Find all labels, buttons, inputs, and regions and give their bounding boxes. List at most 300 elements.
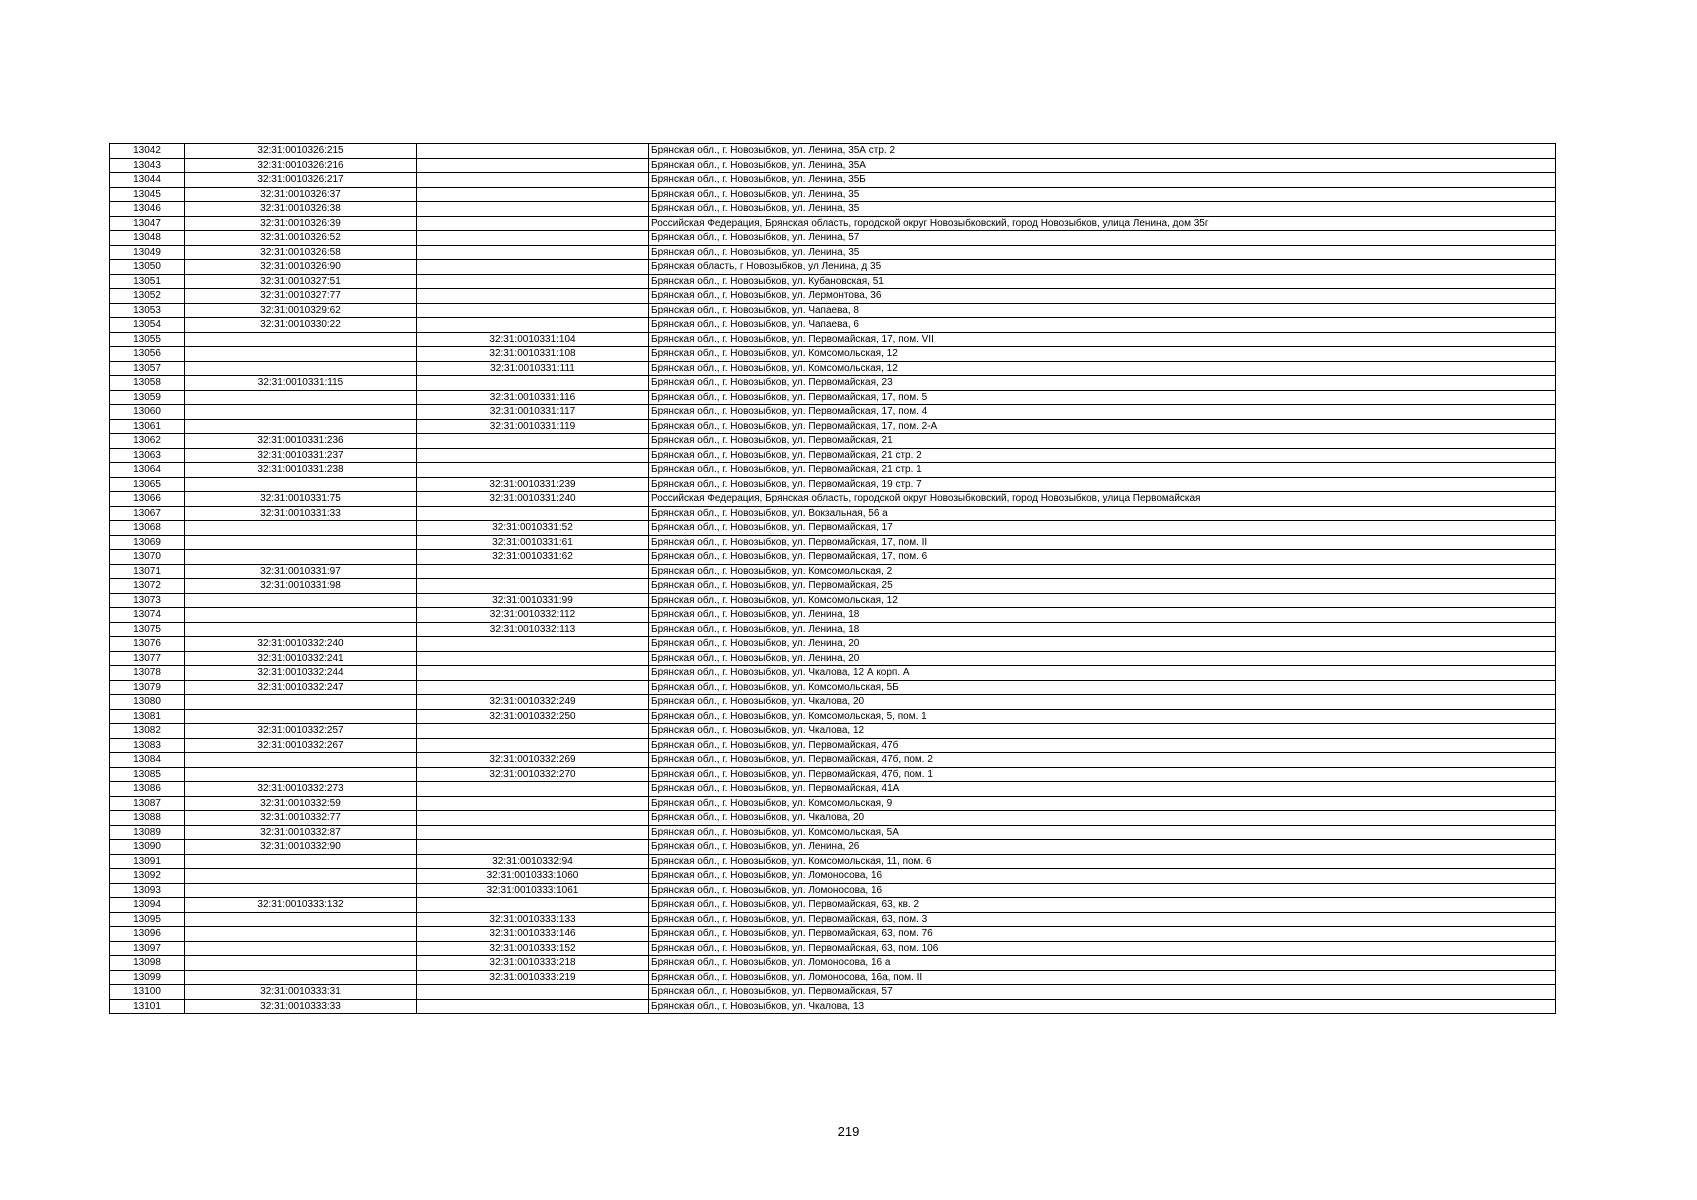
table-row <box>110 767 1556 782</box>
building-cadastral-number-cell <box>417 303 649 318</box>
table-row <box>110 579 1556 594</box>
land-cadastral-number-cell <box>185 477 417 492</box>
land-cadastral-number-cell <box>185 521 417 536</box>
building-cadastral-number-cell: 32:31:0010333:218 <box>417 956 649 971</box>
land-cadastral-number-cell <box>185 535 417 550</box>
row-number-cell: 13085 <box>110 767 185 782</box>
row-number-cell: 13072 <box>110 579 185 594</box>
address-cell: Брянская обл., г. Новозыбков, ул. Первомайская, 17 <box>649 521 1556 536</box>
address-cell: Брянская обл., г. Новозыбков, ул. Первомайская, 21 <box>649 434 1556 449</box>
table-row <box>110 637 1556 652</box>
table-row <box>110 506 1556 521</box>
table-row <box>110 448 1556 463</box>
building-cadastral-number-cell <box>417 811 649 826</box>
building-cadastral-number-cell <box>417 173 649 188</box>
building-cadastral-number-cell <box>417 245 649 260</box>
address-cell: Брянская обл., г. Новозыбков, ул. Комсомольская, 5Б <box>649 680 1556 695</box>
address-cell: Брянская обл., г. Новозыбков, ул. Чапаева, 6 <box>649 318 1556 333</box>
building-cadastral-number-cell <box>417 651 649 666</box>
building-cadastral-number-cell <box>417 318 649 333</box>
address-cell: Брянская обл., г. Новозыбков, ул. Комсомольская, 5А <box>649 825 1556 840</box>
building-cadastral-number-cell <box>417 463 649 478</box>
address-cell: Брянская обл., г. Новозыбков, ул. Ленина, 35 <box>649 245 1556 260</box>
building-cadastral-number-cell: 32:31:0010332:270 <box>417 767 649 782</box>
building-cadastral-number-cell <box>417 999 649 1014</box>
land-cadastral-number-cell <box>185 622 417 637</box>
land-cadastral-number-cell <box>185 883 417 898</box>
address-cell: Брянская обл., г. Новозыбков, ул. Первомайская, 57 <box>649 985 1556 1000</box>
address-cell: Брянская обл., г. Новозыбков, ул. Ломоносова, 16 <box>649 883 1556 898</box>
row-number-cell: 13076 <box>110 637 185 652</box>
row-number-cell: 13078 <box>110 666 185 681</box>
table-row <box>110 187 1556 202</box>
row-number-cell: 13060 <box>110 405 185 420</box>
land-cadastral-number-cell <box>185 593 417 608</box>
table-row <box>110 144 1556 159</box>
table-row <box>110 158 1556 173</box>
land-cadastral-number-cell: 32:31:0010330:22 <box>185 318 417 333</box>
row-number-cell: 13057 <box>110 361 185 376</box>
address-cell: Брянская обл., г. Новозыбков, ул. Кубановская, 51 <box>649 274 1556 289</box>
row-number-cell: 13061 <box>110 419 185 434</box>
row-number-cell: 13073 <box>110 593 185 608</box>
address-cell: Брянская обл., г. Новозыбков, ул. Комсомольская, 12 <box>649 361 1556 376</box>
land-cadastral-number-cell: 32:31:0010326:37 <box>185 187 417 202</box>
land-cadastral-number-cell: 32:31:0010326:39 <box>185 216 417 231</box>
address-cell: Брянская обл., г. Новозыбков, ул. Первомайская, 47б <box>649 738 1556 753</box>
land-cadastral-number-cell <box>185 550 417 565</box>
row-number-cell: 13099 <box>110 970 185 985</box>
row-number-cell: 13095 <box>110 912 185 927</box>
land-cadastral-number-cell <box>185 927 417 942</box>
building-cadastral-number-cell: 32:31:0010331:62 <box>417 550 649 565</box>
row-number-cell: 13100 <box>110 985 185 1000</box>
address-cell: Брянская обл., г. Новозыбков, ул. Ленина, 20 <box>649 651 1556 666</box>
table-row <box>110 956 1556 971</box>
table-row <box>110 535 1556 550</box>
building-cadastral-number-cell: 32:31:0010331:61 <box>417 535 649 550</box>
building-cadastral-number-cell <box>417 144 649 159</box>
table-row <box>110 854 1556 869</box>
table-row <box>110 651 1556 666</box>
table-row <box>110 724 1556 739</box>
land-cadastral-number-cell: 32:31:0010332:267 <box>185 738 417 753</box>
address-cell: Брянская обл., г. Новозыбков, ул. Первомайская, 17, пом. 6 <box>649 550 1556 565</box>
row-number-cell: 13064 <box>110 463 185 478</box>
table-row <box>110 332 1556 347</box>
row-number-cell: 13045 <box>110 187 185 202</box>
address-cell: Брянская обл., г. Новозыбков, ул. Ленина, 35 <box>649 202 1556 217</box>
row-number-cell: 13074 <box>110 608 185 623</box>
table-row <box>110 376 1556 391</box>
land-cadastral-number-cell: 32:31:0010332:244 <box>185 666 417 681</box>
address-cell: Брянская обл., г. Новозыбков, ул. Ленина, 26 <box>649 840 1556 855</box>
table-row <box>110 593 1556 608</box>
building-cadastral-number-cell: 32:31:0010333:219 <box>417 970 649 985</box>
address-cell: Брянская обл., г. Новозыбков, ул. Ленина, 57 <box>649 231 1556 246</box>
building-cadastral-number-cell <box>417 274 649 289</box>
land-cadastral-number-cell: 32:31:0010331:97 <box>185 564 417 579</box>
land-cadastral-number-cell: 32:31:0010331:98 <box>185 579 417 594</box>
building-cadastral-number-cell <box>417 985 649 1000</box>
table-row <box>110 622 1556 637</box>
table-row <box>110 173 1556 188</box>
address-cell: Брянская обл., г. Новозыбков, ул. Первомайская, 63, пом. 3 <box>649 912 1556 927</box>
land-cadastral-number-cell: 32:31:0010331:238 <box>185 463 417 478</box>
table-row <box>110 405 1556 420</box>
address-cell: Брянская обл., г. Новозыбков, ул. Первомайская, 17, пом. 5 <box>649 390 1556 405</box>
address-cell: Брянская обл., г. Новозыбков, ул. Первомайская, 63, кв. 2 <box>649 898 1556 913</box>
building-cadastral-number-cell <box>417 376 649 391</box>
registry-table-body <box>110 144 1556 1014</box>
table-row <box>110 753 1556 768</box>
table-row <box>110 608 1556 623</box>
row-number-cell: 13094 <box>110 898 185 913</box>
row-number-cell: 13047 <box>110 216 185 231</box>
row-number-cell: 13052 <box>110 289 185 304</box>
building-cadastral-number-cell: 32:31:0010331:239 <box>417 477 649 492</box>
address-cell: Брянская обл., г. Новозыбков, ул. Ломоносова, 16 <box>649 869 1556 884</box>
row-number-cell: 13092 <box>110 869 185 884</box>
address-cell: Брянская обл., г. Новозыбков, ул. Чкалова, 13 <box>649 999 1556 1014</box>
building-cadastral-number-cell: 32:31:0010333:146 <box>417 927 649 942</box>
table-row <box>110 216 1556 231</box>
building-cadastral-number-cell <box>417 724 649 739</box>
land-cadastral-number-cell <box>185 869 417 884</box>
land-cadastral-number-cell <box>185 970 417 985</box>
table-row <box>110 289 1556 304</box>
address-cell: Брянская обл., г. Новозыбков, ул. Ленина, 20 <box>649 637 1556 652</box>
building-cadastral-number-cell: 32:31:0010332:113 <box>417 622 649 637</box>
table-row <box>110 303 1556 318</box>
address-cell: Брянская обл., г. Новозыбков, ул. Комсомольская, 5, пом. 1 <box>649 709 1556 724</box>
address-cell: Брянская обл., г. Новозыбков, ул. Лермонтова, 36 <box>649 289 1556 304</box>
table-row <box>110 869 1556 884</box>
table-row <box>110 477 1556 492</box>
land-cadastral-number-cell: 32:31:0010332:241 <box>185 651 417 666</box>
row-number-cell: 13089 <box>110 825 185 840</box>
land-cadastral-number-cell: 32:31:0010333:132 <box>185 898 417 913</box>
address-cell: Брянская обл., г. Новозыбков, ул. Ломоносова, 16 а <box>649 956 1556 971</box>
row-number-cell: 13083 <box>110 738 185 753</box>
land-cadastral-number-cell: 32:31:0010331:237 <box>185 448 417 463</box>
building-cadastral-number-cell <box>417 187 649 202</box>
land-cadastral-number-cell <box>185 709 417 724</box>
table-row <box>110 361 1556 376</box>
row-number-cell: 13063 <box>110 448 185 463</box>
address-cell: Брянская обл., г. Новозыбков, ул. Первомайская, 47б, пом. 1 <box>649 767 1556 782</box>
building-cadastral-number-cell: 32:31:0010331:111 <box>417 361 649 376</box>
building-cadastral-number-cell: 32:31:0010333:1060 <box>417 869 649 884</box>
land-cadastral-number-cell: 32:31:0010333:33 <box>185 999 417 1014</box>
row-number-cell: 13042 <box>110 144 185 159</box>
land-cadastral-number-cell: 32:31:0010332:240 <box>185 637 417 652</box>
table-row <box>110 666 1556 681</box>
building-cadastral-number-cell <box>417 840 649 855</box>
row-number-cell: 13054 <box>110 318 185 333</box>
building-cadastral-number-cell <box>417 637 649 652</box>
table-row <box>110 912 1556 927</box>
address-cell: Брянская обл., г. Новозыбков, ул. Первомайская, 25 <box>649 579 1556 594</box>
row-number-cell: 13046 <box>110 202 185 217</box>
building-cadastral-number-cell <box>417 260 649 275</box>
table-row <box>110 492 1556 507</box>
building-cadastral-number-cell: 32:31:0010331:116 <box>417 390 649 405</box>
table-row <box>110 985 1556 1000</box>
table-row <box>110 695 1556 710</box>
row-number-cell: 13043 <box>110 158 185 173</box>
table-row <box>110 796 1556 811</box>
table-row <box>110 941 1556 956</box>
building-cadastral-number-cell: 32:31:0010332:269 <box>417 753 649 768</box>
table-row <box>110 883 1556 898</box>
building-cadastral-number-cell: 32:31:0010331:240 <box>417 492 649 507</box>
building-cadastral-number-cell: 32:31:0010331:117 <box>417 405 649 420</box>
building-cadastral-number-cell <box>417 898 649 913</box>
land-cadastral-number-cell: 32:31:0010326:217 <box>185 173 417 188</box>
land-cadastral-number-cell: 32:31:0010326:215 <box>185 144 417 159</box>
building-cadastral-number-cell: 32:31:0010333:133 <box>417 912 649 927</box>
building-cadastral-number-cell <box>417 506 649 521</box>
table-row <box>110 738 1556 753</box>
building-cadastral-number-cell: 32:31:0010333:1061 <box>417 883 649 898</box>
address-cell: Брянская обл., г. Новозыбков, ул. Первомайская, 21 стр. 2 <box>649 448 1556 463</box>
table-row <box>110 274 1556 289</box>
land-cadastral-number-cell <box>185 608 417 623</box>
address-cell: Брянская обл., г. Новозыбков, ул. Первомайская, 19 стр. 7 <box>649 477 1556 492</box>
building-cadastral-number-cell: 32:31:0010332:94 <box>417 854 649 869</box>
building-cadastral-number-cell <box>417 579 649 594</box>
row-number-cell: 13086 <box>110 782 185 797</box>
row-number-cell: 13051 <box>110 274 185 289</box>
address-cell: Брянская обл., г. Новозыбков, ул. Первомайская, 17, пом. II <box>649 535 1556 550</box>
address-cell: Брянская обл., г. Новозыбков, ул. Ломоносова, 16а, пом. II <box>649 970 1556 985</box>
land-cadastral-number-cell <box>185 419 417 434</box>
land-cadastral-number-cell: 32:31:0010326:38 <box>185 202 417 217</box>
address-cell: Брянская обл., г. Новозыбков, ул. Ленина, 35 <box>649 187 1556 202</box>
row-number-cell: 13091 <box>110 854 185 869</box>
land-cadastral-number-cell: 32:31:0010332:257 <box>185 724 417 739</box>
land-cadastral-number-cell: 32:31:0010332:247 <box>185 680 417 695</box>
building-cadastral-number-cell: 32:31:0010331:104 <box>417 332 649 347</box>
address-cell: Брянская обл., г. Новозыбков, ул. Вокзальная, 56 а <box>649 506 1556 521</box>
building-cadastral-number-cell <box>417 825 649 840</box>
address-cell: Брянская обл., г. Новозыбков, ул. Ленина, 18 <box>649 622 1556 637</box>
building-cadastral-number-cell <box>417 738 649 753</box>
table-row <box>110 550 1556 565</box>
address-cell: Брянская обл., г. Новозыбков, ул. Ленина, 35А <box>649 158 1556 173</box>
table-row <box>110 782 1556 797</box>
table-row <box>110 231 1556 246</box>
address-cell: Брянская обл., г. Новозыбков, ул. Чапаева, 8 <box>649 303 1556 318</box>
land-cadastral-number-cell <box>185 753 417 768</box>
row-number-cell: 13097 <box>110 941 185 956</box>
row-number-cell: 13055 <box>110 332 185 347</box>
page-number: 219 <box>837 1124 860 1139</box>
row-number-cell: 13068 <box>110 521 185 536</box>
row-number-cell: 13098 <box>110 956 185 971</box>
row-number-cell: 13058 <box>110 376 185 391</box>
building-cadastral-number-cell <box>417 782 649 797</box>
building-cadastral-number-cell <box>417 158 649 173</box>
building-cadastral-number-cell <box>417 434 649 449</box>
land-cadastral-number-cell: 32:31:0010329:62 <box>185 303 417 318</box>
land-cadastral-number-cell <box>185 347 417 362</box>
building-cadastral-number-cell <box>417 448 649 463</box>
building-cadastral-number-cell: 32:31:0010333:152 <box>417 941 649 956</box>
land-cadastral-number-cell: 32:31:0010326:90 <box>185 260 417 275</box>
table-row <box>110 245 1556 260</box>
building-cadastral-number-cell: 32:31:0010331:52 <box>417 521 649 536</box>
land-cadastral-number-cell <box>185 854 417 869</box>
address-cell: Брянская обл., г. Новозыбков, ул. Чкалова, 12 А корп. А <box>649 666 1556 681</box>
address-cell: Брянская обл., г. Новозыбков, ул. Первомайская, 63, пом. 106 <box>649 941 1556 956</box>
building-cadastral-number-cell <box>417 289 649 304</box>
land-cadastral-number-cell: 32:31:0010326:58 <box>185 245 417 260</box>
table-row <box>110 390 1556 405</box>
address-cell: Брянская обл., г. Новозыбков, ул. Чкалова, 20 <box>649 695 1556 710</box>
building-cadastral-number-cell <box>417 796 649 811</box>
address-cell: Брянская обл., г. Новозыбков, ул. Первомайская, 63, пом. 76 <box>649 927 1556 942</box>
row-number-cell: 13084 <box>110 753 185 768</box>
address-cell: Брянская обл., г. Новозыбков, ул. Чкалова, 12 <box>649 724 1556 739</box>
land-cadastral-number-cell <box>185 361 417 376</box>
building-cadastral-number-cell <box>417 216 649 231</box>
land-cadastral-number-cell: 32:31:0010326:216 <box>185 158 417 173</box>
land-cadastral-number-cell <box>185 941 417 956</box>
row-number-cell: 13056 <box>110 347 185 362</box>
address-cell: Брянская обл., г. Новозыбков, ул. Первомайская, 17, пом. 2-А <box>649 419 1556 434</box>
building-cadastral-number-cell <box>417 202 649 217</box>
address-cell: Брянская обл., г. Новозыбков, ул. Первомайская, 23 <box>649 376 1556 391</box>
table-row <box>110 927 1556 942</box>
building-cadastral-number-cell: 32:31:0010331:119 <box>417 419 649 434</box>
land-cadastral-number-cell <box>185 332 417 347</box>
address-cell: Брянская обл., г. Новозыбков, ул. Комсомольская, 12 <box>649 347 1556 362</box>
building-cadastral-number-cell: 32:31:0010331:99 <box>417 593 649 608</box>
row-number-cell: 13069 <box>110 535 185 550</box>
address-cell: Брянская обл., г. Новозыбков, ул. Чкалова, 20 <box>649 811 1556 826</box>
table-row <box>110 434 1556 449</box>
address-cell: Брянская обл., г. Новозыбков, ул. Первомайская, 21 стр. 1 <box>649 463 1556 478</box>
address-cell: Брянская обл., г. Новозыбков, ул. Комсомольская, 9 <box>649 796 1556 811</box>
address-cell: Брянская обл., г. Новозыбков, ул. Комсомольская, 12 <box>649 593 1556 608</box>
building-cadastral-number-cell <box>417 231 649 246</box>
land-cadastral-number-cell: 32:31:0010332:77 <box>185 811 417 826</box>
table-row <box>110 521 1556 536</box>
land-cadastral-number-cell: 32:31:0010332:59 <box>185 796 417 811</box>
table-row <box>110 999 1556 1014</box>
address-cell: Брянская обл., г. Новозыбков, ул. Ленина, 35А стр. 2 <box>649 144 1556 159</box>
address-cell: Брянская обл., г. Новозыбков, ул. Комсомольская, 2 <box>649 564 1556 579</box>
row-number-cell: 13050 <box>110 260 185 275</box>
land-cadastral-number-cell: 32:31:0010331:115 <box>185 376 417 391</box>
address-cell: Российская Федерация, Брянская область, городской округ Новозыбковский, город Новозыбков, улица Ленина, дом 35г <box>649 216 1556 231</box>
address-cell: Брянская обл., г. Новозыбков, ул. Первомайская, 17, пом. 4 <box>649 405 1556 420</box>
building-cadastral-number-cell <box>417 564 649 579</box>
row-number-cell: 13093 <box>110 883 185 898</box>
row-number-cell: 13066 <box>110 492 185 507</box>
land-cadastral-number-cell <box>185 956 417 971</box>
registry-table <box>109 143 1556 1014</box>
address-cell: Российская Федерация, Брянская область, городской округ Новозыбковский, город Новозыбков, улица Первомайская <box>649 492 1556 507</box>
table-row <box>110 825 1556 840</box>
row-number-cell: 13070 <box>110 550 185 565</box>
row-number-cell: 13080 <box>110 695 185 710</box>
row-number-cell: 13077 <box>110 651 185 666</box>
address-cell: Брянская обл., г. Новозыбков, ул. Ленина, 35Б <box>649 173 1556 188</box>
row-number-cell: 13059 <box>110 390 185 405</box>
land-cadastral-number-cell <box>185 767 417 782</box>
table-row <box>110 970 1556 985</box>
table-row <box>110 347 1556 362</box>
address-cell: Брянская обл., г. Новозыбков, ул. Первомайская, 47б, пом. 2 <box>649 753 1556 768</box>
land-cadastral-number-cell: 32:31:0010331:33 <box>185 506 417 521</box>
land-cadastral-number-cell: 32:31:0010327:77 <box>185 289 417 304</box>
row-number-cell: 13096 <box>110 927 185 942</box>
building-cadastral-number-cell: 32:31:0010332:250 <box>417 709 649 724</box>
address-cell: Брянская область, г Новозыбков, ул Ленина, д 35 <box>649 260 1556 275</box>
address-cell: Брянская обл., г. Новозыбков, ул. Первомайская, 41А <box>649 782 1556 797</box>
land-cadastral-number-cell <box>185 695 417 710</box>
address-cell: Брянская обл., г. Новозыбков, ул. Комсомольская, 11, пом. 6 <box>649 854 1556 869</box>
row-number-cell: 13087 <box>110 796 185 811</box>
table-row <box>110 419 1556 434</box>
land-cadastral-number-cell <box>185 912 417 927</box>
land-cadastral-number-cell: 32:31:0010326:52 <box>185 231 417 246</box>
row-number-cell: 13044 <box>110 173 185 188</box>
building-cadastral-number-cell: 32:31:0010331:108 <box>417 347 649 362</box>
land-cadastral-number-cell: 32:31:0010333:31 <box>185 985 417 1000</box>
land-cadastral-number-cell: 32:31:0010327:51 <box>185 274 417 289</box>
building-cadastral-number-cell: 32:31:0010332:112 <box>417 608 649 623</box>
row-number-cell: 13081 <box>110 709 185 724</box>
table-row <box>110 811 1556 826</box>
row-number-cell: 13088 <box>110 811 185 826</box>
row-number-cell: 13049 <box>110 245 185 260</box>
land-cadastral-number-cell: 32:31:0010332:90 <box>185 840 417 855</box>
row-number-cell: 13062 <box>110 434 185 449</box>
land-cadastral-number-cell <box>185 390 417 405</box>
row-number-cell: 13053 <box>110 303 185 318</box>
table-row <box>110 680 1556 695</box>
table-row <box>110 463 1556 478</box>
table-row <box>110 318 1556 333</box>
land-cadastral-number-cell: 32:31:0010331:236 <box>185 434 417 449</box>
row-number-cell: 13071 <box>110 564 185 579</box>
land-cadastral-number-cell <box>185 405 417 420</box>
building-cadastral-number-cell <box>417 680 649 695</box>
table-row <box>110 840 1556 855</box>
building-cadastral-number-cell: 32:31:0010332:249 <box>417 695 649 710</box>
row-number-cell: 13067 <box>110 506 185 521</box>
table-row <box>110 709 1556 724</box>
table-row <box>110 260 1556 275</box>
row-number-cell: 13101 <box>110 999 185 1014</box>
address-cell: Брянская обл., г. Новозыбков, ул. Ленина, 18 <box>649 608 1556 623</box>
row-number-cell: 13082 <box>110 724 185 739</box>
table-row <box>110 564 1556 579</box>
row-number-cell: 13075 <box>110 622 185 637</box>
row-number-cell: 13090 <box>110 840 185 855</box>
row-number-cell: 13048 <box>110 231 185 246</box>
address-cell: Брянская обл., г. Новозыбков, ул. Первомайская, 17, пом. VII <box>649 332 1556 347</box>
row-number-cell: 13065 <box>110 477 185 492</box>
table-row <box>110 898 1556 913</box>
table-row <box>110 202 1556 217</box>
land-cadastral-number-cell: 32:31:0010332:273 <box>185 782 417 797</box>
land-cadastral-number-cell: 32:31:0010332:87 <box>185 825 417 840</box>
